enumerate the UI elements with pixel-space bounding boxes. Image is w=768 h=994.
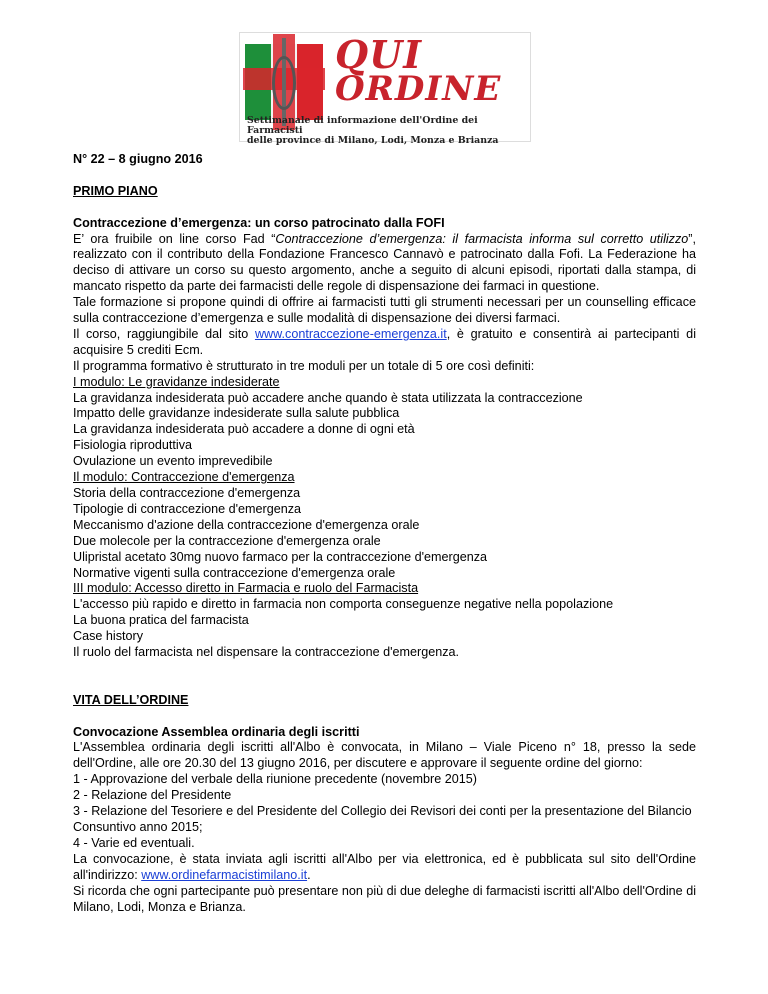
article-intro: E’ ora fruibile on line corso Fad “Contraccezione d’emergenza: il farmacista informa sul corretto utilizzo”, realizzato con il contributo della Fondazione Francesco Cannavò e patrocinato dalla Fofi. La Federazione ha deciso di attivare un corso su questo argomento, anche a seguito di alcuni episodi, riportati dalla stampa, di mancato rispetto da parte dei farmacisti delle regole di dispensazione dei farmaci in questione. <box>73 231 696 294</box>
article-paragraph: L'Assemblea ordinaria degli iscritti all'Albo è convocata, in Milano – Viale Piceno n° 18, presso la sede dell'Ordine, alle ore 20.30 del 13 giugno 2016, per discutere e approvare il seguente ordine del giorno: <box>73 740 696 771</box>
module-item: Impatto delle gravidanze indesiderate sulla salute pubblica <box>73 406 400 421</box>
module-item: Il ruolo del farmacista nel dispensare la contraccezione d'emergenza. <box>73 645 460 660</box>
module-title: III modulo: Accesso diretto in Farmacia e ruolo del Farmacista <box>73 581 419 596</box>
module-title: I modulo: Le gravidanze indesiderate <box>73 374 280 389</box>
module-item: Normative vigenti sulla contraccezione d'emergenza orale <box>73 565 396 580</box>
newsletter-body <box>73 152 696 915</box>
logo-title-top: QUI <box>335 32 423 77</box>
module-item: Storia della contraccezione d'emergenza <box>73 486 301 500</box>
agenda-item: 4 - Varie ed eventuali. <box>73 835 195 850</box>
logo-tagline: Settimanale di informazione dell'Ordine dei Farmacisti delle province di Milano, Lodi, Monza e Brianza <box>247 115 499 146</box>
masthead-logo <box>239 32 529 146</box>
article-heading: Contraccezione d’emergenza: un corso patrocinato dalla FOFI <box>73 215 445 230</box>
article-paragraph: La convocazione, è stata inviata agli iscritti all'Albo per via elettronica, ed è pubblicata sul sito dell'Ordine all'indirizzo: www.ordinefarmacistimilano.it. <box>73 851 696 882</box>
module-item: La buona pratica del farmacista <box>73 613 249 628</box>
module-item: Meccanismo d'azione della contraccezione d'emergenza orale <box>73 517 420 532</box>
agenda-item: 1 - Approvazione del verbale della riunione precedente (novembre 2015) <box>73 772 477 787</box>
module-title: Il modulo: Contraccezione d'emergenza <box>73 470 295 485</box>
article-paragraph: Si ricorda che ogni partecipante può presentare non più di due deleghe di farmacisti iscritti all'Albo dell'Ordine di Milano, Lodi, Monza e Brianza. <box>73 883 696 914</box>
article-paragraph: Il corso, raggiungibile dal sito www.contraccezione-emergenza.it, è gratuito e consentirà ai partecipanti di acquisire 5 crediti Ecm. <box>73 326 696 357</box>
section-vita-ordine: VITA DELL’ORDINE <box>73 692 189 707</box>
logo-title-bottom: ORDINE <box>335 69 502 109</box>
module-item: L'accesso più rapido e diretto in farmacia non comporta conseguenze negative nella popolazione <box>73 597 614 612</box>
module-item: La gravidanza indesiderata può accadere a donne di ogni età <box>73 422 415 437</box>
issue-number: N° 22 – 8 giugno 2016 <box>73 152 203 166</box>
section-primo-piano: PRIMO PIANO <box>73 183 158 198</box>
module-item: Ovulazione un evento imprevedibile <box>73 454 273 469</box>
article-paragraph: Il programma formativo è strutturato in tre moduli per un totale di 5 ore così definiti: <box>73 358 535 373</box>
module-item: La gravidanza indesiderata può accadere anche quando è stata utilizzata la contraccezione <box>73 390 583 405</box>
module-item: Case history <box>73 629 143 644</box>
module-item: Fisiologia riproduttiva <box>73 438 192 453</box>
ordine-website-link[interactable]: www.ordinefarmacistimilano.it <box>141 867 308 882</box>
module-item: Due molecole per la contraccezione d'emergenza orale <box>73 533 381 548</box>
agenda-item: 3 - Relazione del Tesoriere e del Presidente del Collegio dei Revisori dei conti per la presentazione del Bilancio Consuntivo anno 2015; <box>73 804 692 834</box>
course-link[interactable]: www.contraccezione-emergenza.it <box>254 326 447 341</box>
article-heading: Convocazione Assemblea ordinaria degli iscritti <box>73 724 360 739</box>
agenda-item: 2 - Relazione del Presidente <box>73 788 232 803</box>
article-paragraph: Tale formazione si propone quindi di offrire ai farmacisti tutti gli strumenti necessari per un counselling efficace sulla contraccezione d’emergenza e sulle modalità di dispensazione dei diversi farmaci. <box>73 295 696 326</box>
module-item: Tipologie di contraccezione d'emergenza <box>73 501 302 516</box>
module-item: Ulipristal acetato 30mg nuovo farmaco per la contraccezione d'emergenza <box>73 549 488 564</box>
